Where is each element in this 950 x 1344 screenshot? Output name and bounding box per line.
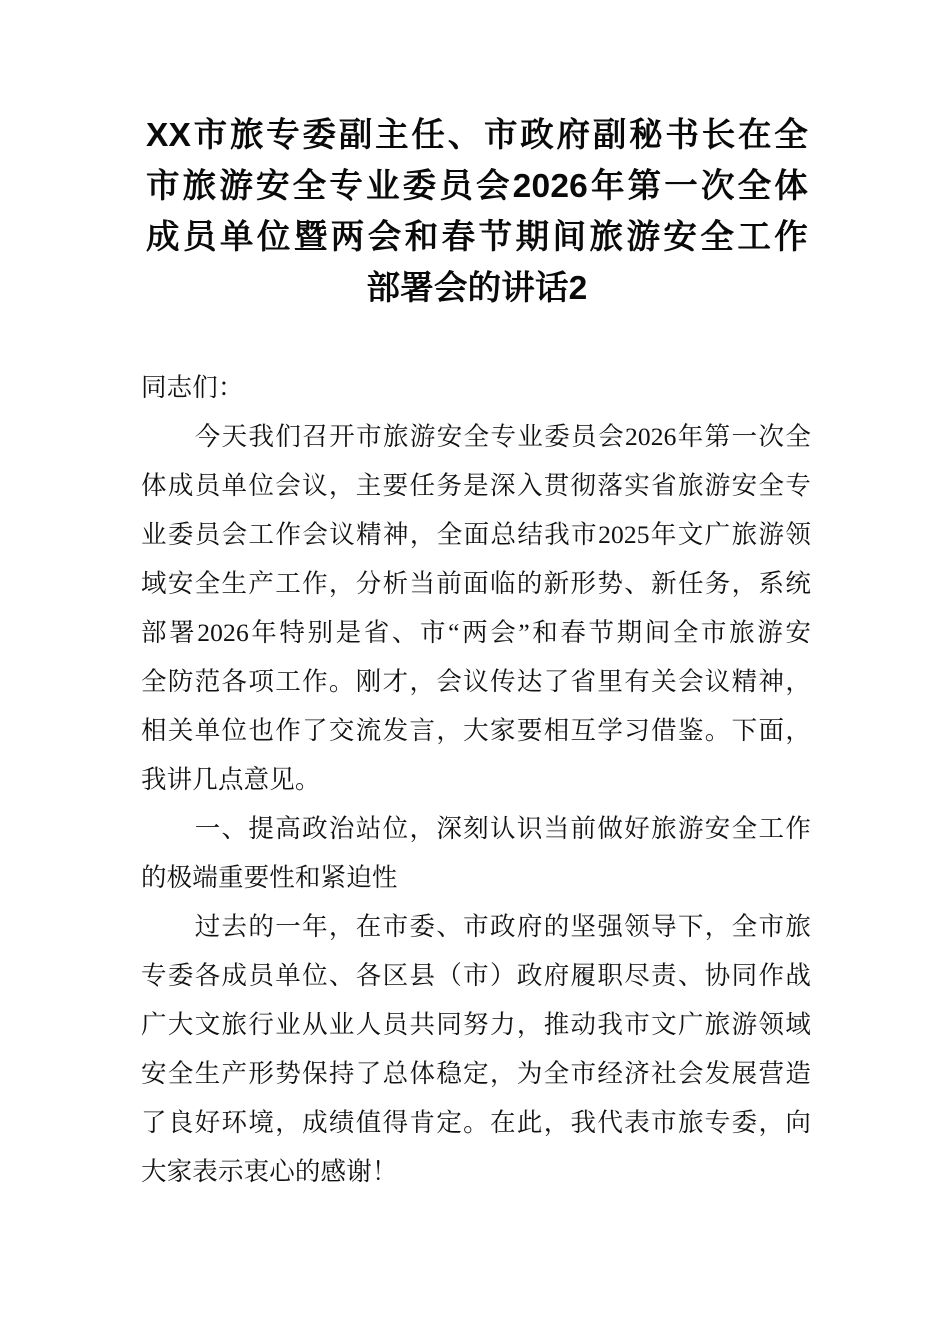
title-line-2: 市旅游安全专业委员会2026年第一次全体	[146, 168, 808, 205]
title-line-4: 部署会的讲话2	[366, 270, 588, 307]
paragraph-line: 体成员单位会议，主要任务是深入贯彻落实省旅游安全专	[141, 471, 811, 500]
paragraph-line: 今天我们召开市旅游安全专业委员会2026年第一次全	[141, 422, 811, 451]
title-line-3: 成员单位暨两会和春节期间旅游安全工作	[146, 219, 808, 256]
paragraph-line: 我讲几点意见。	[141, 765, 321, 794]
paragraph-line: 安全生产形势保持了总体稳定，为全市经济社会发展营造	[141, 1059, 811, 1088]
paragraph-line: 相关单位也作了交流发言，大家要相互学习借鉴。下面，	[141, 716, 811, 745]
paragraph-opening	[141, 412, 811, 804]
paragraph-line: 的极端重要性和紧迫性	[141, 863, 398, 892]
paragraph-line: 过去的一年，在市委、市政府的坚强领导下，全市旅	[141, 912, 811, 941]
paragraph-line: 一、提高政治站位，深刻认识当前做好旅游安全工作	[141, 814, 811, 843]
paragraph-salutation	[141, 363, 811, 412]
paragraph-line: 了良好环境，成绩值得肯定。在此，我代表市旅专委，向	[141, 1108, 811, 1137]
paragraph-line: 域安全生产工作，分析当前面临的新形势、新任务，系统	[141, 569, 811, 598]
section-heading-one	[141, 804, 811, 902]
paragraph-line: 大家表示衷心的感谢！	[141, 1157, 398, 1186]
paragraph-line: 部署2026年特别是省、市“两会”和春节期间全市旅游安	[141, 618, 811, 647]
paragraph-line: 同志们：	[141, 373, 244, 402]
page-title	[146, 110, 808, 314]
paragraph-line: 专委各成员单位、各区县（市）政府履职尽责、协同作战	[141, 961, 811, 990]
paragraph-line: 全防范各项工作。刚才，会议传达了省里有关会议精神，	[141, 667, 811, 696]
title-line-1: XX市旅专委副主任、市政府副秘书长在全	[146, 117, 808, 154]
paragraph-line: 广大文旅行业从业人员共同努力，推动我市文广旅游领域	[141, 1010, 811, 1039]
paragraph-review	[141, 902, 811, 1196]
document-body	[141, 363, 811, 1196]
paragraph-line: 业委员会工作会议精神，全面总结我市2025年文广旅游领	[141, 520, 811, 549]
